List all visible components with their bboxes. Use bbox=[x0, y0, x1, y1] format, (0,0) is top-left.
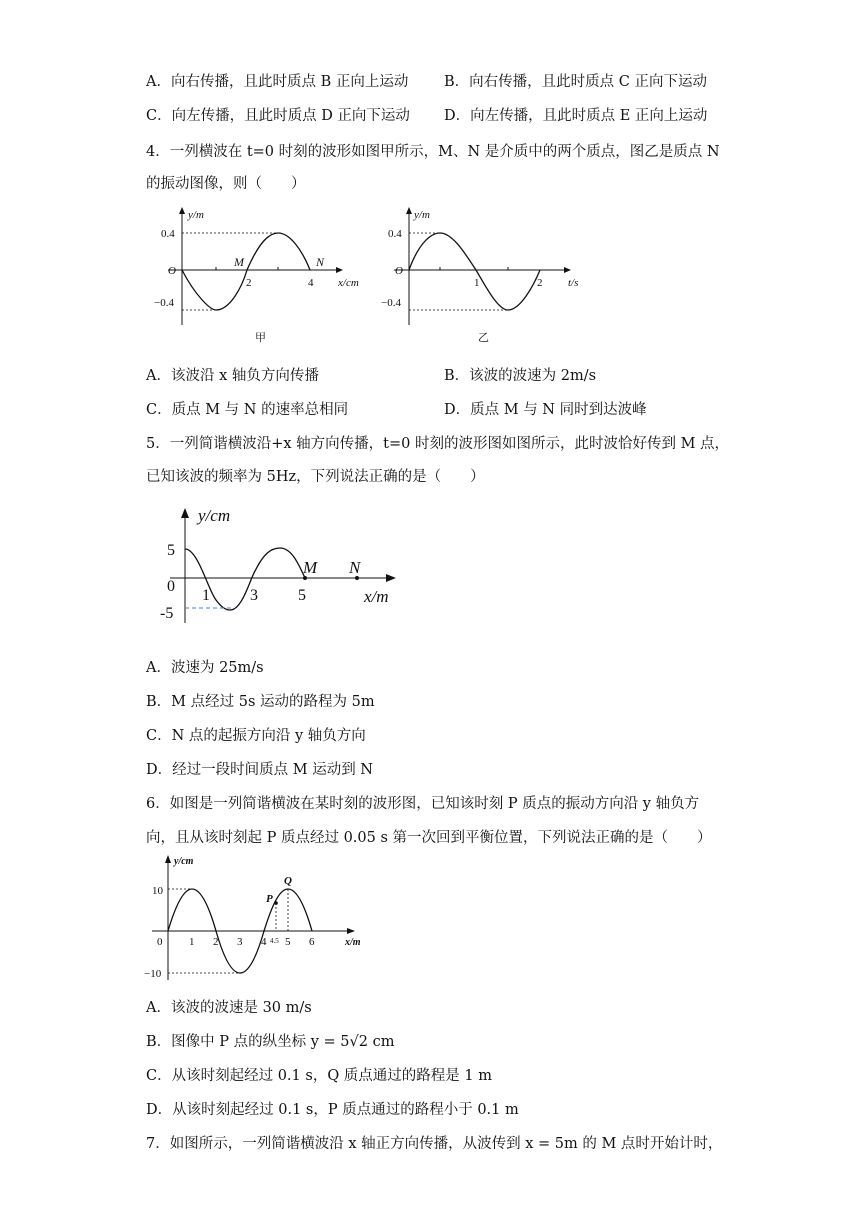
q6-stem-line1: 6．如图是一列简谐横波在某时刻的波形图，已知该时刻 P 质点的振动方向沿 y 轴负方 bbox=[146, 796, 700, 812]
fig-a-ymax: 0.4 bbox=[161, 228, 175, 240]
q5-fig-ym5: -5 bbox=[160, 605, 174, 622]
q3-option-a: A．向右传播，且此时质点 B 正向上运动 bbox=[146, 74, 409, 90]
q6-fig-y10: 10 bbox=[152, 885, 163, 897]
q5-fig-tick-1: 1 bbox=[202, 587, 210, 604]
fig-b-ylabel: y/m bbox=[414, 209, 430, 221]
q6-fig-ylabel: y/cm bbox=[174, 856, 194, 867]
q6-fig-tick-3: 3 bbox=[237, 936, 243, 948]
q6-fig-tick-1: 1 bbox=[189, 936, 195, 948]
q6-fig-tick-6: 6 bbox=[309, 936, 315, 948]
fig-b-xlabel: t/s bbox=[568, 277, 579, 289]
q4-option-a: A．该波沿 x 轴负方向传播 bbox=[146, 368, 319, 384]
fig-a-ymin: −0.4 bbox=[154, 297, 174, 309]
q6-fig-ym10: −10 bbox=[144, 968, 162, 980]
q4-stem-line2: 的振动图像，则（ ） bbox=[146, 176, 306, 192]
q5-option-a: A．波速为 25m/s bbox=[146, 660, 264, 676]
q6-figure bbox=[142, 852, 382, 987]
q6-option-b: B．图像中 P 点的纵坐标 y = 5√2 cm bbox=[146, 1034, 395, 1050]
q3-option-d: D．向左传播，且此时质点 E 正向上运动 bbox=[444, 108, 708, 124]
q4-figure-a bbox=[150, 205, 370, 355]
q4-figure-b bbox=[378, 205, 598, 355]
q6-fig-tick-4: 4 bbox=[261, 936, 267, 948]
fig-b-caption: 乙 bbox=[478, 332, 489, 344]
fig-b-tick-1: 1 bbox=[474, 277, 480, 289]
fig-a-caption: 甲 bbox=[255, 332, 266, 344]
fig-b-origin: O bbox=[395, 265, 403, 277]
q5-stem-line1: 5．一列简谐横波沿+x 轴方向传播，t=0 时刻的波形图如图所示，此时波恰好传到 M 点， bbox=[146, 436, 730, 452]
q6-fig-xlabel: x/m bbox=[345, 937, 361, 948]
q5-fig-ylabel: y/cm bbox=[198, 506, 231, 525]
q5-fig-tick-5: 5 bbox=[298, 587, 306, 604]
q6-fig-tick-5: 5 bbox=[285, 936, 291, 948]
fig-a-ylabel: y/m bbox=[188, 209, 204, 221]
q6-fig-tick-4-5: 4.5 bbox=[270, 937, 279, 945]
q5-option-c: C．N 点的起振方向沿 y 轴负方向 bbox=[146, 728, 366, 744]
fig-b-ymax: 0.4 bbox=[388, 228, 402, 240]
fig-a-tick-2: 2 bbox=[246, 277, 252, 289]
q6-fig-tick-2: 2 bbox=[213, 936, 219, 948]
q5-fig-y5: 5 bbox=[167, 542, 175, 559]
q6-option-a: A．该波的波速是 30 m/s bbox=[146, 1000, 312, 1016]
q5-stem-line2: 已知该波的频率为 5Hz，下列说法正确的是（ ） bbox=[146, 469, 485, 485]
fig-b-tick-2: 2 bbox=[537, 277, 543, 289]
q6-option-c: C．从该时刻起经过 0.1 s，Q 质点通过的路程是 1 m bbox=[146, 1068, 493, 1084]
q5-option-b: B．M 点经过 5s 运动的路程为 5m bbox=[146, 694, 375, 710]
q3-option-b: B．向右传播，且此时质点 C 正向下运动 bbox=[444, 74, 707, 90]
fig-a-label-n: N bbox=[316, 255, 325, 269]
q6-fig-label-q: Q bbox=[284, 875, 292, 887]
q5-fig-xlabel: x/m bbox=[364, 587, 389, 606]
fig-a-origin: O bbox=[168, 265, 176, 277]
q6-option-d: D．从该时刻起经过 0.1 s，P 质点通过的路程小于 0.1 m bbox=[146, 1102, 519, 1118]
fig-b-ymin: −0.4 bbox=[381, 297, 401, 309]
q5-figure bbox=[158, 505, 408, 645]
q6-fig-origin: 0 bbox=[157, 936, 163, 948]
q4-stem-line1: 4．一列横波在 t=0 时刻的波形如图甲所示，M、N 是介质中的两个质点，图乙是质点 N bbox=[146, 144, 720, 160]
q3-option-c: C．向左传播，且此时质点 D 正向下运动 bbox=[146, 108, 410, 124]
q5-fig-label-m: M bbox=[303, 558, 318, 577]
fig-a-label-m: M bbox=[234, 255, 244, 269]
fig-a-xlabel: x/cm bbox=[338, 277, 359, 289]
q7-stem-line1: 7．如图所示，一列简谐横波沿 x 轴正方向传播，从波传到 x = 5m 的 M 点时开始计时， bbox=[146, 1136, 723, 1152]
q5-fig-label-n: N bbox=[349, 558, 361, 577]
q4-option-b: B．该波的波速为 2m/s bbox=[444, 368, 597, 384]
q4-option-c: C．质点 M 与 N 的速率总相同 bbox=[146, 402, 349, 418]
q5-option-d: D．经过一段时间质点 M 运动到 N bbox=[146, 762, 373, 778]
q5-fig-origin: 0 bbox=[167, 578, 175, 595]
q6-fig-label-p: P bbox=[266, 893, 273, 905]
q6-stem-line2: 向，且从该时刻起 P 质点经过 0.05 s 第一次回到平衡位置，下列说法正确的是（ ） bbox=[146, 830, 712, 846]
q4-option-d: D．质点 M 与 N 同时到达波峰 bbox=[444, 402, 647, 418]
q5-fig-tick-3: 3 bbox=[250, 587, 258, 604]
fig-a-tick-4: 4 bbox=[308, 277, 314, 289]
